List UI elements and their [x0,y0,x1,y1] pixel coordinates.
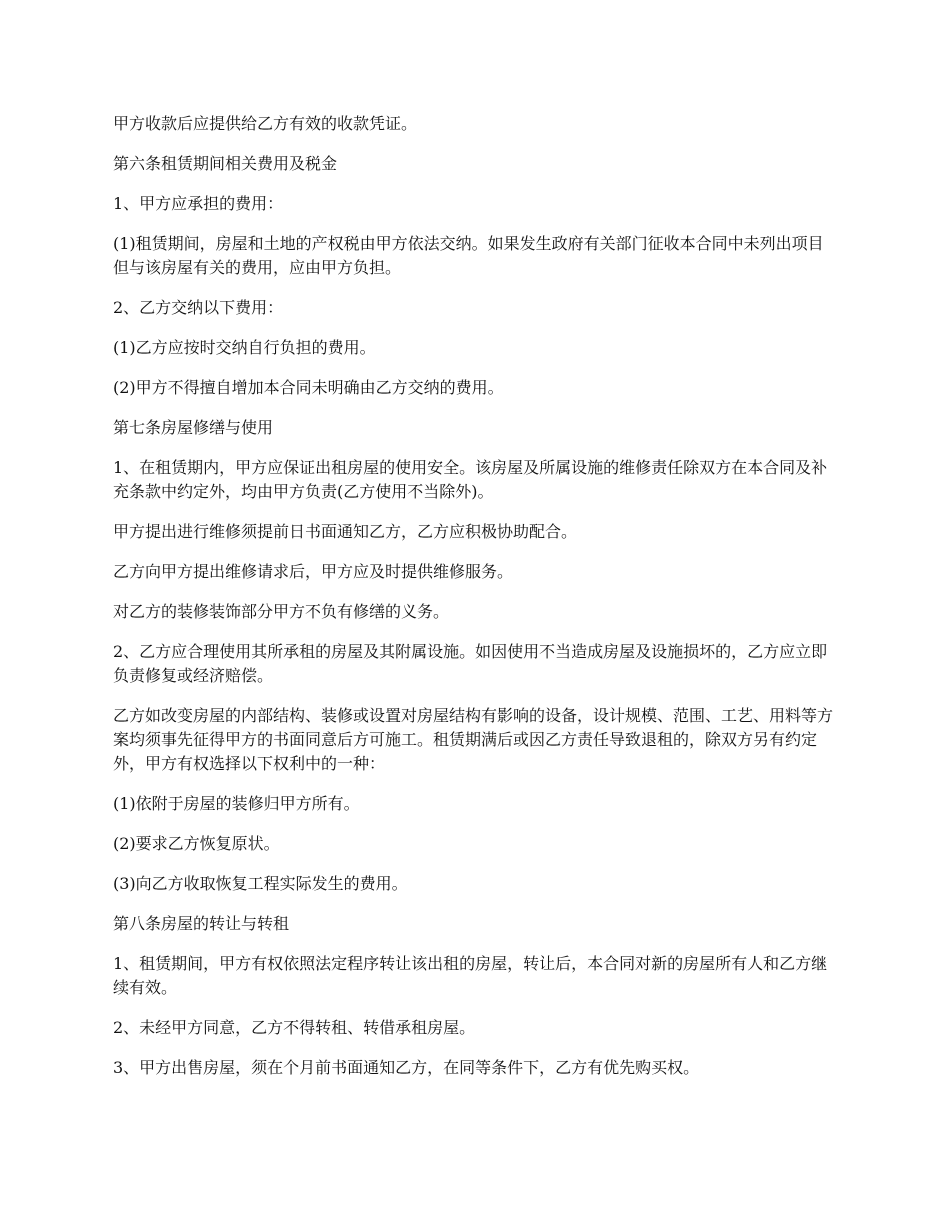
paragraph-option-2: (2)要求乙方恢复原状。 [113,834,280,853]
paragraph-property-tax: (1)租赁期间，房屋和土地的产权税由甲方依法交纳。如果发生政府有关部门征收本合同中未列出项目但与该房屋有关的费用，应由甲方负担。 [113,234,824,277]
paragraph-no-extra-costs: (2)甲方不得擅自增加本合同未明确由乙方交纳的费用。 [113,378,504,397]
section-heading-article-7: 第七条房屋修缮与使用 [113,418,274,437]
paragraph-structure-change: 乙方如改变房屋的内部结构、装修或设置对房屋结构有影响的设备，设计规模、范围、工艺、用料等方案均须事先征得甲方的书面同意后方可施工。租赁期满后或因乙方责任导致退租的，除双方另有约定外，甲方有权选择以下权利中的一种： [113,706,834,773]
paragraph-repair-notice: 甲方提出进行维修须提前日书面通知乙方，乙方应积极协助配合。 [113,522,578,541]
paragraph-proper-use: 2、乙方应合理使用其所承租的房屋及其附属设施。如因使用不当造成房屋及设施损坏的，乙方应立即负责修复或经济赔偿。 [113,642,828,685]
paragraph-repair-responsibility: 1、在租赁期内，甲方应保证出租房屋的使用安全。该房屋及所属设施的维修责任除双方在本合同及补充条款中约定外，均由甲方负责(乙方使用不当除外)。 [113,458,828,501]
paragraph-party-b-costs: 2、乙方交纳以下费用： [113,298,284,317]
paragraph-option-1: (1)依附于房屋的装修归甲方所有。 [113,794,360,813]
paragraph-self-borne-costs: (1)乙方应按时交纳自行负担的费用。 [113,338,376,357]
paragraph-payment-receipt: 甲方收款后应提供给乙方有效的收款凭证。 [113,114,418,133]
paragraph-transfer-right: 1、租赁期间，甲方有权依照法定程序转让该出租的房屋，转让后，本合同对新的房屋所有人和乙方继续有效。 [113,954,828,997]
section-heading-article-8: 第八条房屋的转让与转租 [113,914,290,933]
paragraph-first-refusal: 3、甲方出售房屋，须在个月前书面通知乙方，在同等条件下，乙方有优先购买权。 [113,1058,700,1077]
paragraph-party-a-costs: 1、甲方应承担的费用： [113,194,284,213]
document-body [113,112,838,1096]
paragraph-repair-request: 乙方向甲方提出维修请求后，甲方应及时提供维修服务。 [113,562,514,581]
paragraph-decoration-repair: 对乙方的装修装饰部分甲方不负有修缮的义务。 [113,602,450,621]
paragraph-option-3: (3)向乙方收取恢复工程实际发生的费用。 [113,874,408,893]
section-heading-article-6: 第六条租赁期间相关费用及税金 [113,154,338,173]
paragraph-no-sublease: 2、未经甲方同意，乙方不得转租、转借承租房屋。 [113,1018,476,1037]
